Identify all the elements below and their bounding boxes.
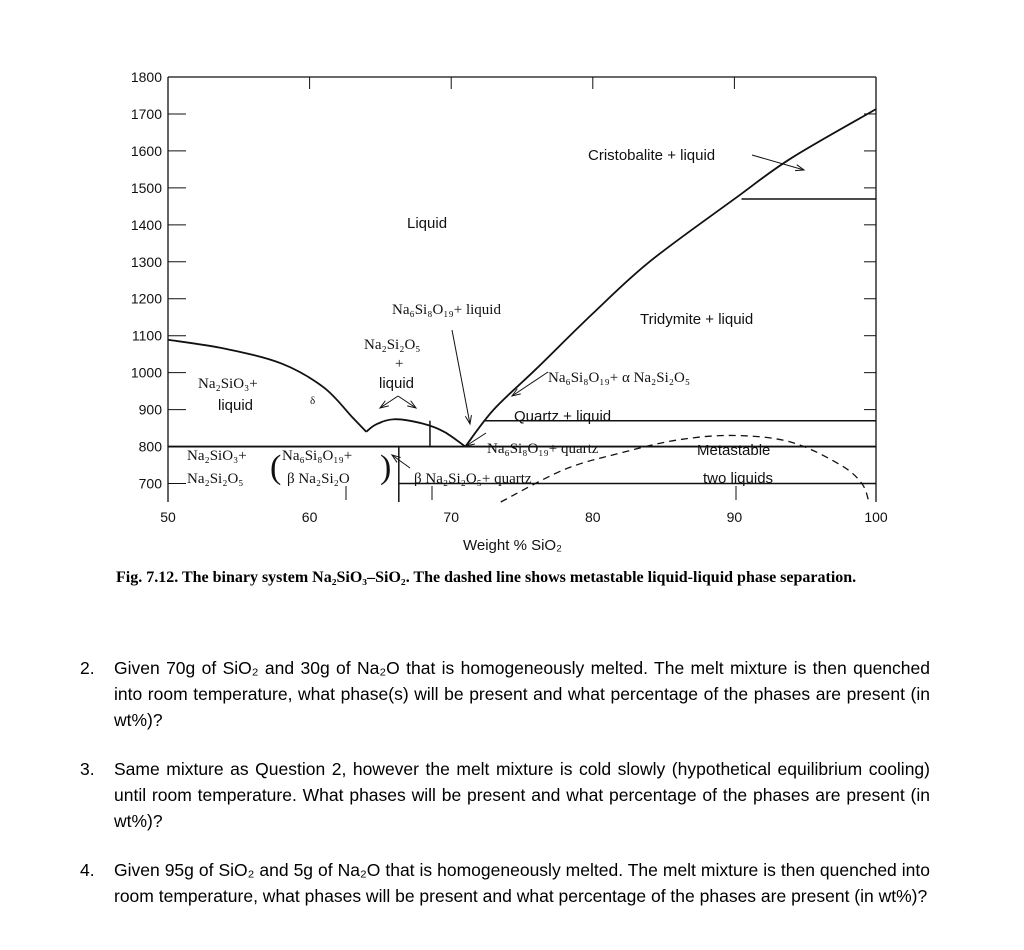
y-tick-label: 1800 [130, 69, 162, 85]
question-text: Same mixture as Question 2, however the melt mixture is cold slowly (hypothetical equilibrium cooling) until room temperature. What phases will be present and what percentage of the phases are present (in wt%)? [114, 759, 930, 831]
stray-mark: δ [310, 395, 316, 407]
label-beta-quartz: β Na₂Si₂O₅+ quartz [414, 471, 532, 487]
label-tridymite-liquid: Tridymite + liquid [640, 311, 754, 328]
arrow-na2si2o5-left [380, 396, 398, 408]
label-na2sio3-liquid-2: liquid [218, 397, 254, 414]
y-tick-label: 900 [138, 401, 162, 418]
label-na2si2o5-liquid-1: Na₂Si₂O₅ [364, 337, 421, 353]
label-liquid: Liquid [407, 215, 448, 232]
figure-caption [116, 568, 916, 588]
x-tick-label: 60 [301, 509, 318, 525]
bracket-right: ) [380, 449, 392, 486]
label-na2si2o5-liquid-2: liquid [379, 375, 415, 392]
question-list [80, 655, 930, 932]
caption-text: The binary system Na₂SiO₃–SiO₂. The dashed line shows metastable liquid-liquid phase separation. [181, 569, 857, 586]
label-mid-low-2: β Na₂Si₂O [287, 471, 350, 487]
arrow-na2si2o5-right [398, 396, 416, 408]
liquidus-curve-na2si2o5 [366, 419, 465, 446]
arrow-na6-quartz [466, 433, 486, 446]
label-left-low-1: Na₂SiO₃+ [187, 448, 247, 464]
question-number: 3. [80, 759, 95, 779]
y-tick-label: 700 [138, 475, 162, 492]
question-number: 4. [80, 860, 95, 880]
question-item [80, 756, 930, 834]
question-item [80, 655, 930, 733]
label-na2sio3-liquid-1: Na₂SiO₃+ [198, 376, 258, 392]
question-text: Given 95g of SiO₂ and 5g of Na₂O that is homogeneously melted. The melt mixture is then quenched into room temperature, what phases will be present and what percentage of the phases are present (in wt%)? [114, 860, 930, 906]
y-tick-label: 1000 [130, 364, 162, 381]
bracket-left: ( [270, 449, 282, 486]
question-number: 2. [80, 658, 95, 678]
y-tick-label: 1500 [130, 179, 162, 196]
x-tick-label: 100 [864, 509, 888, 525]
x-axis-title: Weight % SiO₂ [463, 537, 562, 554]
y-tick-label: 1700 [130, 105, 162, 122]
x-tick-label: 90 [726, 509, 743, 525]
question-item [80, 857, 930, 909]
y-tick-label: 1400 [130, 216, 162, 233]
caption-label: Fig. 7.12. [116, 569, 179, 586]
label-quartz-liquid: Quartz + liquid [514, 408, 612, 425]
arrow-beta-quartz [392, 455, 410, 468]
y-tick-label: 1600 [130, 142, 162, 159]
x-tick-label: 80 [585, 509, 601, 525]
y-tick-label: 1200 [130, 290, 162, 307]
x-tick-label: 50 [160, 509, 176, 525]
x-tick-label: 70 [443, 509, 459, 525]
arrow-na2si2o5-right-head [407, 401, 416, 408]
y-tick-label: 1300 [130, 253, 162, 270]
label-metastable-2: two liquids [703, 470, 774, 487]
label-metastable-1: Metastable [697, 442, 771, 459]
label-na6-quartz: Na₆Si₈O₁₉+ quartz [487, 441, 599, 457]
label-na2si2o5-liquid-plus: + [395, 356, 404, 372]
label-left-low-2: Na₂Si₂O₅ [187, 471, 244, 487]
label-na6-alpha: Na₆Si₈O₁₉+ α Na₂Si₂O₅ [548, 370, 691, 386]
y-tick-label: 1100 [131, 327, 162, 344]
label-cristobalite-liquid: Cristobalite + liquid [588, 147, 716, 164]
y-tick-label: 800 [138, 438, 162, 455]
question-text: Given 70g of SiO₂ and 30g of Na₂O that is homogeneously melted. The melt mixture is then quenched into room temperature, what phase(s) will be present and what percentage of the phases are present (in wt%)? [114, 658, 930, 730]
arrow-na2si2o5-left-head [380, 401, 389, 408]
label-mid-low-1: Na₆Si₈O₁₉+ [282, 448, 353, 464]
arrow-na6-liquid [452, 330, 470, 424]
label-na6-liquid: Na₆Si₈O₁₉+ liquid [392, 302, 501, 318]
